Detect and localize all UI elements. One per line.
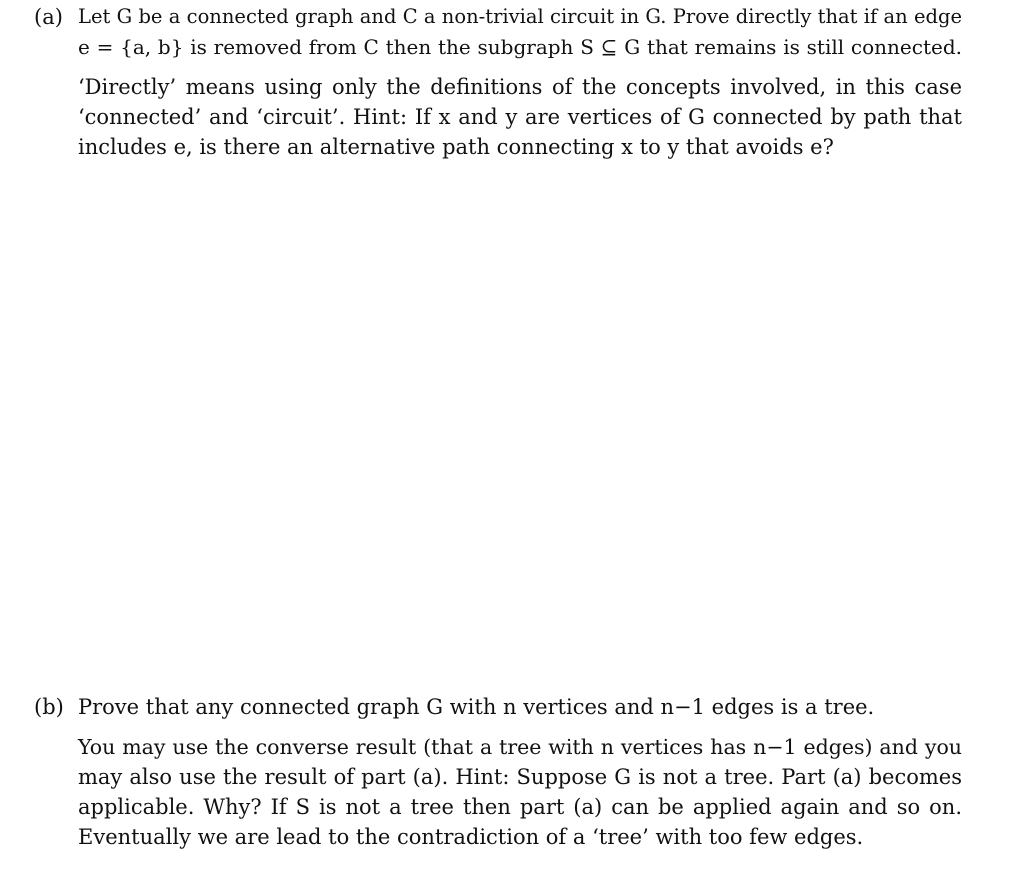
part-a-body [78,2,962,162]
part-a-hint [78,72,962,162]
text-line: Eventually we are lead to the contradiction of a ‘tree’ with too few edges. [78,825,864,849]
text-line: Prove that any connected graph G with n vertices and n−1 edges is a tree. [78,695,875,719]
part-a-statement [78,2,962,62]
text-line: You may use the converse result (that a tree with n vertices has n−1 edges) and you [78,735,962,759]
part-b-hint [78,732,962,852]
text-line: ‘connected’ and ‘circuit’. Hint: If x and y are vertices of G connected by path that [78,105,962,129]
text-line: ‘Directly’ means using only the definitions of the concepts involved, in this case [78,75,962,99]
text-line: e = {a, b} is removed from C then the subgraph S ⊆ G that remains is still connected. [78,35,962,59]
part-b-statement [78,692,962,722]
question-part-a [34,2,964,162]
text-line: Let G be a connected graph and C a non-trivial circuit in G. Prove directly that if an edge [78,5,962,28]
text-line: includes e, is there an alternative path connecting x to y that avoids e? [78,135,834,159]
part-a-label: (a) [34,5,63,29]
text-line: may also use the result of part (a). Hint: Suppose G is not a tree. Part (a) becomes [78,765,962,789]
part-b-body [78,692,962,852]
part-b-label: (b) [34,695,64,719]
text-line: applicable. Why? If S is not a tree then part (a) can be applied again and so on. [78,795,962,819]
question-part-b [34,692,964,852]
